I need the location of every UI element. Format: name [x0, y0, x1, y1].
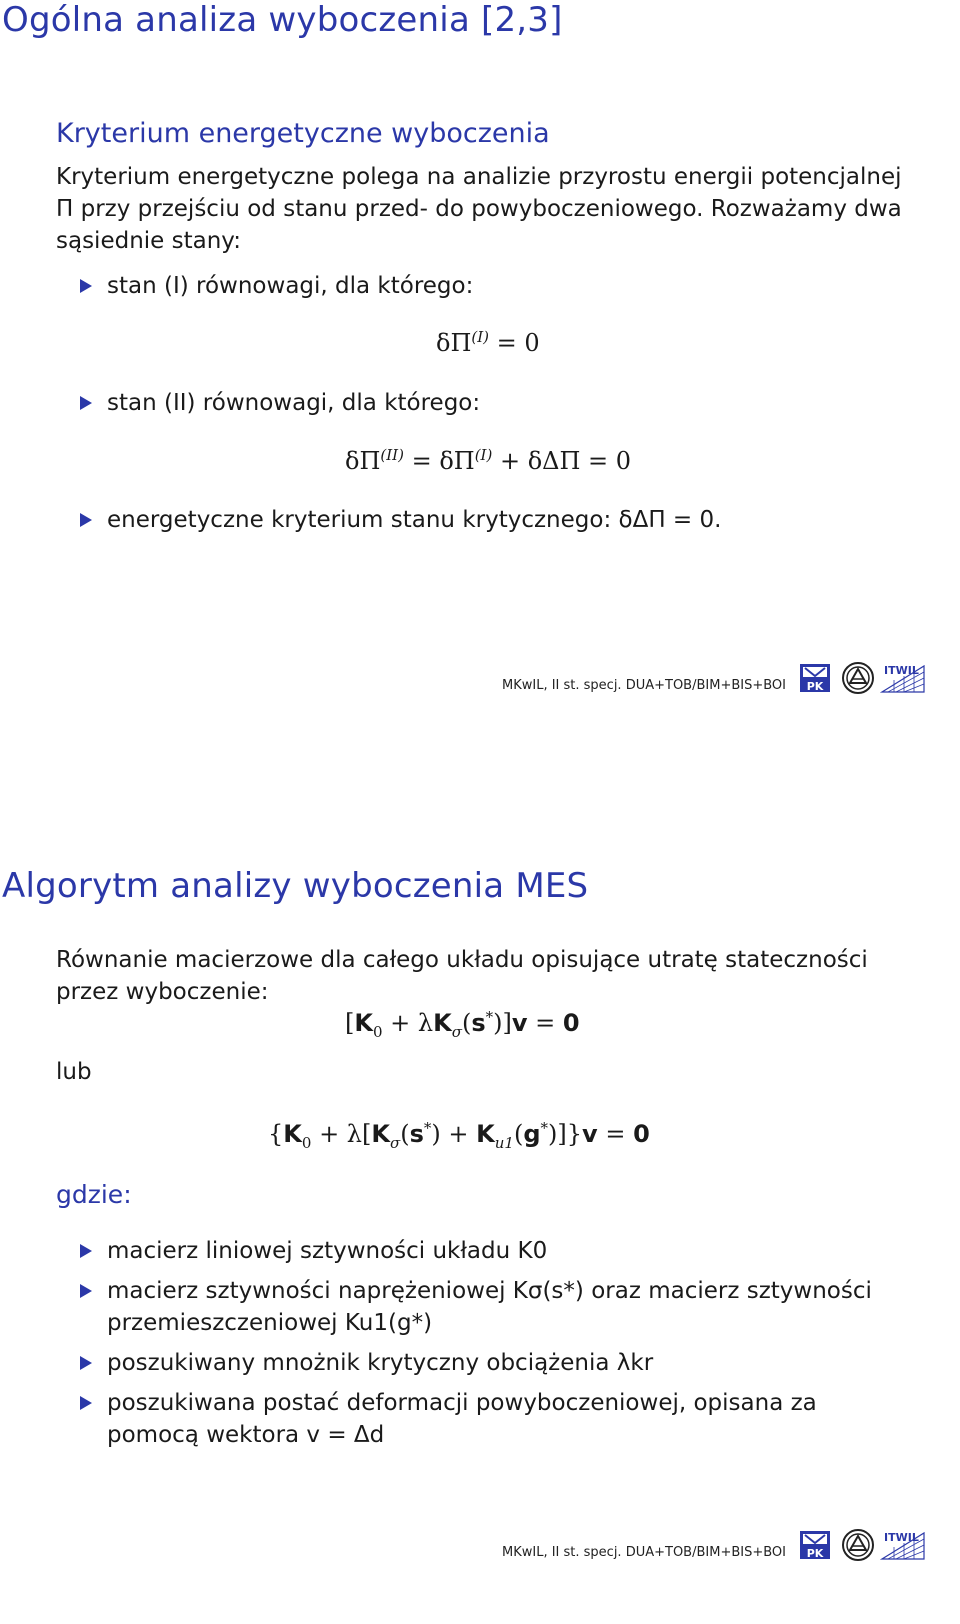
bullet-icon [80, 513, 92, 527]
list-item [80, 387, 900, 419]
intro-paragraph: Równanie macierzowe dla całego układu opisujące utratę stateczności przez wyboczenie: [56, 947, 868, 1005]
svg-text:ITWIL: ITWIL [884, 664, 919, 677]
list-item-text: energetyczne kryterium stanu krytycznego: δΔΠ = 0. [107, 507, 722, 533]
svg-text:PK: PK [806, 680, 824, 693]
footer-text: MKwIL, II st. specj. DUA+TOB/BIM+BIS+BOI [502, 1545, 786, 1560]
svg-text:PK: PK [806, 1547, 824, 1560]
list-item [80, 1235, 900, 1267]
list-item-text: macierz liniowej sztywności układu K0 [107, 1238, 548, 1264]
frame-title: Ogólna analiza wyboczenia [2,3] [2, 0, 563, 40]
list-item [80, 1347, 900, 1379]
list-item-text: poszukiwana postać deformacji powyboczeniowej, opisana za pomocą wektora v = Δd [107, 1390, 817, 1448]
list-item [80, 1387, 900, 1451]
equation: $\delta\Pi^{(II)} = \delta\Pi^{(I)} + \delta\Delta\Pi = 0$ [345, 446, 632, 475]
list-item-text: stan (II) równowagi, dla którego: [107, 390, 481, 416]
list-item [80, 1275, 900, 1339]
bullet-icon [80, 279, 92, 293]
faculty-seal-logo [841, 661, 875, 695]
lub-text: lub [56, 1059, 92, 1085]
equation: $\{K_0 + \lambda[K_\sigma(s^*) + K_{u1}(g^*)]\}v = 0$ [268, 1119, 650, 1152]
list-item [80, 270, 900, 302]
list-item-text: poszukiwany mnożnik krytyczny obciążenia λkr [107, 1350, 654, 1376]
bullet-icon [80, 396, 92, 410]
pk-logo [798, 662, 832, 694]
pk-logo [798, 1529, 832, 1561]
equation: $[K_0 + \lambda K_\sigma(s^*)]v = 0$ [345, 1008, 580, 1041]
footer-text: MKwIL, II st. specj. DUA+TOB/BIM+BIS+BOI [502, 678, 786, 693]
svg-text:ITWIL: ITWIL [884, 1531, 919, 1544]
itwil-logo [880, 1527, 926, 1561]
equation: $\delta\Pi^{(I)} = 0$ [436, 328, 540, 357]
list-item [80, 504, 900, 536]
bullet-icon [80, 1396, 92, 1410]
bullet-icon [80, 1356, 92, 1370]
list-item-text: stan (I) równowagi, dla którego: [107, 273, 474, 299]
slide-2 [0, 812, 960, 1624]
list-item-text: macierz sztywności naprężeniowej Kσ(s*) oraz macierz sztywności przemieszczeniowej Ku1(g*) [107, 1278, 872, 1336]
faculty-seal-logo [841, 1528, 875, 1562]
intro-paragraph: Kryterium energetyczne polega na analizie przyrostu energii potencjalnej Π przy przejściu od stanu przed- do powyboczeniowego. Rozważamy dwa sąsiednie stany: [56, 164, 902, 254]
block-title: Kryterium energetyczne wyboczenia [56, 118, 550, 149]
bullet-icon [80, 1244, 92, 1258]
frame-title: Algorytm analizy wyboczenia MES [2, 866, 589, 906]
itwil-logo [880, 660, 926, 694]
gdzie-title: gdzie: [56, 1180, 132, 1209]
bullet-icon [80, 1284, 92, 1298]
